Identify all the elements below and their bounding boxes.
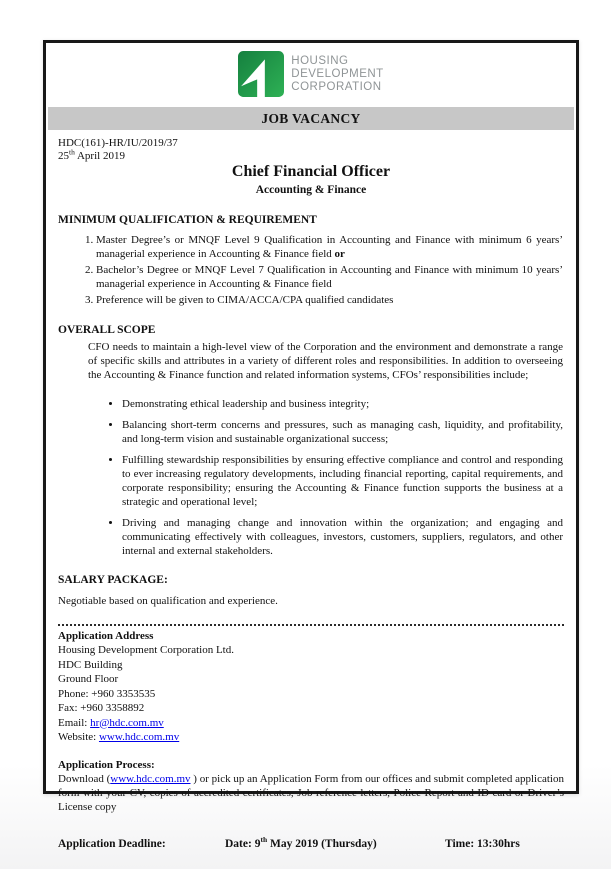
job-vacancy-banner [48, 107, 574, 130]
address-line: Ground Floor [58, 673, 119, 685]
job-department: Accounting & Finance [255, 184, 367, 196]
deadline-row [58, 834, 564, 851]
website-link[interactable]: www.hdc.com.mv [98, 731, 180, 743]
website-label: Website: [58, 731, 99, 743]
reference-number: HDC(161)-HR/IU/2019/37 [58, 137, 178, 149]
scope-bullet: • Driving and managing change and innovation within the organization; and engaging and communicating effectively with colleagues, investors, customers, suppliers, regulators, and other internal and external stakeholders. [122, 516, 564, 558]
scope-heading: OVERALL SCOPE [58, 324, 156, 336]
qualification-item: 2. Bachelor’s Degree or MNQF Level 7 Qualification in Accounting and Finance with minimum 10 years’ managerial experience in Accounting & Finance field [96, 263, 564, 291]
email-link[interactable]: hr@hdc.com.mv [90, 716, 164, 729]
website-line [58, 730, 564, 745]
letter-date: 25th April 2019 [58, 147, 125, 162]
document-content [46, 43, 576, 850]
document-page [43, 40, 579, 850]
logo-block [58, 51, 564, 97]
logo-wordmark [291, 55, 383, 94]
date-ordinal: th [69, 147, 75, 157]
reference-block [58, 137, 564, 163]
process-heading: Application Process: [58, 758, 155, 771]
qualification-item: 3. Preference will be given to CIMA/ACCA/CPA qualified candidates [96, 293, 564, 307]
email-line [58, 716, 564, 731]
salary-heading: SALARY PACKAGE: [58, 574, 168, 586]
logo-wordmark-line: CORPORATION [291, 80, 382, 93]
logo-wordmark-line: HOUSING [291, 54, 349, 67]
deadline-date-ordinal: th [260, 834, 268, 844]
process-text: Download (www.hdc.com.mv ) or pick up an Application Form from our offices and submit completed application form with your CV, copies of accredited certificates, Job reference letters, Police Report and ID card or Driver’s License copy [58, 772, 564, 813]
address-line: Fax: +960 3358892 [58, 702, 145, 714]
address-line: Housing Development Corporation Ltd. [58, 644, 234, 656]
qualification-list [72, 233, 564, 307]
qualification-item: 1. Master Degree’s or MNQF Level 9 Qualification in Accounting and Finance with minimum 6 years’ managerial experience in Accounting & Finance field or [96, 233, 564, 261]
scope-bullet: • Balancing short-term concerns and pressures, such as managing cash, liquidity, and profitability, and long-term vision and sustainable organizational success; [122, 418, 564, 446]
deadline-label: Application Deadline: [58, 837, 166, 850]
hdc-logo-icon [238, 51, 284, 97]
logo-wordmark-line: DEVELOPMENT [291, 67, 384, 80]
scope-bullet: • Fulfilling stewardship responsibilities by ensuring effective compliance and control and responding to ever increasing regulatory developments, including financial reporting, capital requirements, and corporate responsibility; ensuring the Accounting & Finance function supports the business at a strategic and operational level; [122, 453, 564, 509]
job-vacancy-banner-label: JOB VACANCY [261, 110, 361, 126]
scope-bullet-list [108, 397, 564, 558]
qualification-item-bold: or [334, 248, 345, 260]
scope-intro: CFO needs to maintain a high-level view of the Corporation and the environment and demonstrate a range of specific skills and attributes in a variety of different roles and responsibilities. In addition to overseeing the Accounting & Finance function and related information systems, CFOs’ responsibilities include; [88, 341, 563, 381]
dotted-divider [58, 624, 564, 626]
job-title: Chief Financial Officer [231, 163, 391, 180]
address-line: HDC Building [58, 658, 123, 671]
email-label: Email: [58, 716, 91, 729]
address-heading: Application Address [58, 630, 154, 642]
scope-bullet: • Demonstrating ethical leadership and business integrity; [122, 397, 564, 411]
download-form-link[interactable]: www.hdc.com.mv [110, 772, 191, 785]
address-line: Phone: +960 3353535 [58, 687, 156, 700]
qualification-heading: MINIMUM QUALIFICATION & REQUIREMENT [58, 214, 317, 226]
salary-text: Negotiable based on qualification and experience. [58, 595, 278, 607]
deadline-date: Date: 9th May 2019 (Thursday) [225, 834, 377, 850]
deadline-time: Time: 13:30hrs [445, 837, 520, 850]
